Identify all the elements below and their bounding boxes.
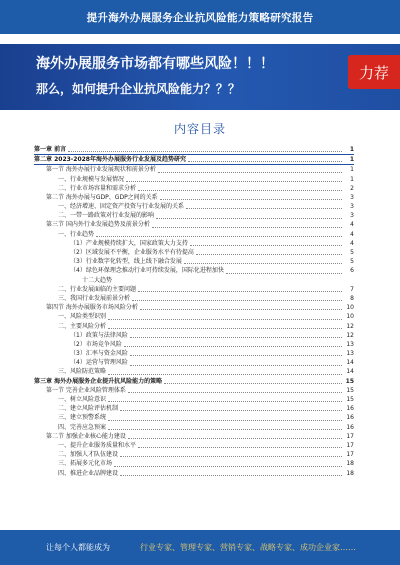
toc-entry-label: 第一节 完善企业风险管理体系 — [46, 386, 126, 394]
toc-entry[interactable] — [34, 441, 354, 450]
toc-page-number: 17 — [346, 441, 354, 449]
toc-entry-label: 二、加强人才队伍建设 — [58, 451, 119, 459]
toc-entry-label: 四、推进企业品牌建设 — [58, 469, 119, 477]
toc-entry[interactable] — [34, 432, 354, 441]
toc-leader-dots — [108, 328, 342, 329]
toc-leader-dots — [196, 254, 342, 255]
toc-entry[interactable] — [34, 165, 354, 174]
toc-entry[interactable] — [34, 221, 354, 230]
toc-entry-label: 第二章 2023-2028年海外办展服务行业发展及趋势研究 — [34, 156, 186, 164]
footer-slogan: 让每个人都能成为 — [46, 543, 110, 552]
toc-entry-label: （4）绿色环保理念推动行业可持续发展，国际化进程加快 — [70, 267, 224, 275]
toc-entry-label: 第二节 加强企业核心能力建设 — [46, 432, 126, 440]
toc-leader-dots — [108, 429, 342, 430]
toc-leader-dots — [152, 227, 342, 228]
toc-leader-dots — [108, 401, 342, 402]
toc-page-number: 14 — [346, 368, 354, 376]
toc-page-number: 4 — [350, 221, 354, 229]
footer-bar — [0, 530, 400, 565]
toc-page-number: 3 — [350, 193, 354, 201]
toc-entry[interactable] — [34, 423, 354, 432]
toc-entry-label: （4）运营与管理风险 — [70, 359, 128, 367]
toc-entry[interactable] — [34, 202, 354, 211]
toc-leader-dots — [138, 291, 342, 292]
toc-page-number: 3 — [350, 212, 354, 220]
toc-entry-label: （2）市场竞争风险 — [70, 340, 122, 348]
toc-leader-dots — [226, 273, 342, 274]
toc-leader-dots — [128, 392, 342, 393]
toc-leader-dots — [184, 263, 342, 264]
toc-entry-label: 二、建立风险评估机制 — [58, 405, 119, 413]
toc-page-number: 16 — [346, 423, 354, 431]
toc-page-number: 5 — [350, 258, 354, 266]
toc-page-number: 18 — [346, 469, 354, 477]
toc-entry[interactable] — [34, 469, 354, 478]
footer-roles: 行业专家、管理专家、营销专家、战略专家、成功企业家…… — [140, 543, 356, 552]
toc-entry[interactable] — [34, 404, 354, 413]
toc-entry[interactable] — [34, 413, 354, 422]
toc-page-number: 14 — [346, 359, 354, 367]
toc-title: 内容目录 — [173, 122, 226, 136]
toc-entry[interactable] — [34, 303, 354, 312]
toc-leader-dots — [128, 438, 342, 439]
toc-leader-dots — [68, 151, 342, 152]
toc-entry-label: 第三章 海外办展服务企业提升抗风险能力的策略 — [34, 377, 163, 385]
toc-entry[interactable] — [34, 331, 354, 340]
toc-leader-dots — [138, 447, 342, 448]
toc-leader-dots — [96, 236, 342, 237]
toc-leader-dots — [188, 161, 342, 162]
recommend-stamp: 力荐 — [348, 55, 400, 89]
toc-leader-dots — [140, 309, 342, 310]
toc-page-number: 7 — [350, 285, 354, 293]
toc-leader-dots — [108, 319, 342, 320]
toc-page-number: 4 — [350, 239, 354, 247]
toc-entry[interactable] — [34, 294, 354, 303]
toc-page-number: 6 — [350, 267, 354, 275]
toc-page-number: 4 — [350, 230, 354, 238]
toc-entry-label: 三、我国行业发展前景分析 — [58, 294, 131, 302]
toc-entry[interactable] — [34, 340, 354, 349]
toc-leader-dots — [132, 300, 342, 301]
toc-leader-dots — [120, 475, 342, 476]
toc-entry[interactable] — [34, 312, 354, 321]
banner-subheadline: 那么，如何提升企业抗风险能力？？？ — [36, 82, 241, 96]
toc-entry[interactable] — [34, 230, 354, 239]
toc-leader-dots — [186, 208, 342, 209]
toc-leader-dots — [156, 218, 342, 219]
toc-page-number: 10 — [346, 304, 354, 312]
toc-entry-label: 第一章 前言 — [34, 145, 67, 153]
toc-page-number: 16 — [346, 414, 354, 422]
toc-entry[interactable] — [34, 266, 354, 275]
toc-entry-label: 二、主要风险分析 — [58, 322, 107, 330]
toc-page-number: 12 — [346, 322, 354, 330]
toc-entry[interactable] — [34, 395, 354, 404]
toc-entry-label: 第一节 海外办展行业发展现状和前景分析 — [46, 166, 156, 174]
toc-entry-label: （2）区域发展不平衡，企业服务水平有待提高 — [70, 249, 194, 257]
toc-page-number: 5 — [350, 249, 354, 257]
toc-entry-label: 第四节 海外办展服务市场风险分析 — [46, 304, 138, 312]
toc-entry[interactable] — [34, 349, 354, 358]
toc-page-number: 1 — [349, 156, 354, 164]
toc-page-number: 1 — [350, 175, 354, 183]
toc-page-number: 13 — [346, 350, 354, 358]
toc-entry-label: 一、提升企业服务质量和水平 — [58, 441, 137, 449]
toc-entry-label: 第二节 海外办展与GDP、GDP之间的关系 — [46, 193, 158, 201]
toc-entry-label: 三、建立预警系统 — [58, 414, 107, 422]
toc-entry-label: 一、行业规模与发展情况 — [58, 175, 125, 183]
toc-leader-dots — [130, 355, 342, 356]
toc-entry[interactable] — [34, 386, 354, 395]
toc-entry-label: 三、风险防范策略 — [58, 368, 107, 376]
toc-page-number: 15 — [346, 396, 354, 404]
toc-entry[interactable] — [34, 322, 354, 331]
toc-leader-dots — [108, 420, 342, 421]
toc-entry[interactable] — [34, 145, 354, 155]
toc-leader-dots — [120, 456, 342, 457]
toc-entry-label: 一、风险类型识别 — [58, 313, 107, 321]
toc-entry[interactable] — [34, 211, 354, 220]
toc-page-number: 17 — [346, 432, 354, 440]
toc-entry-label: 三、拓展多元化市场 — [58, 460, 113, 468]
toc-leader-dots — [124, 346, 342, 347]
toc-page-number: 1 — [349, 145, 354, 153]
toc-entry-label: 十二大趋势 — [82, 276, 113, 284]
toc-page-number: 8 — [350, 294, 354, 302]
toc-leader-dots — [114, 466, 342, 467]
toc-entry-label: 二、行业市场容量和需求分析 — [58, 184, 137, 192]
toc-leader-dots — [190, 245, 342, 246]
toc-entry[interactable] — [34, 175, 354, 184]
promo-banner — [0, 44, 400, 110]
toc-page-number: 15 — [345, 377, 354, 385]
toc-entry[interactable] — [34, 377, 354, 386]
toc-entry-label: （1）产业规模持续扩大，国家政策大力支持 — [70, 239, 188, 247]
toc-entry[interactable] — [34, 239, 354, 248]
toc-page-number: 16 — [346, 405, 354, 413]
banner-headline: 海外办展服务市场都有哪些风险！！！ — [36, 56, 274, 72]
toc-entry[interactable] — [34, 155, 354, 165]
toc-page-number: 1 — [350, 166, 354, 174]
toc-entry-label: 二、行业发展面临的主要问题 — [58, 285, 137, 293]
table-of-contents — [34, 145, 354, 478]
toc-leader-dots — [138, 190, 342, 191]
toc-entry-label: （3）汇率与资金风险 — [70, 350, 128, 358]
toc-entry-label: 四、完善应急预案 — [58, 423, 107, 431]
toc-entry-label: 一、树立风险意识 — [58, 396, 107, 404]
toc-entry-label: 一、行业趋势 — [58, 230, 95, 238]
toc-page-number: 15 — [346, 386, 354, 394]
report-title-bar — [0, 0, 400, 34]
toc-entry[interactable] — [34, 285, 354, 294]
toc-leader-dots — [164, 383, 342, 384]
toc-page-number: 12 — [346, 331, 354, 339]
toc-entry[interactable] — [34, 248, 354, 257]
toc-entry-label: 第三节 国内外行业发展趋势及前景分析 — [46, 221, 150, 229]
toc-entry[interactable] — [34, 193, 354, 202]
toc-leader-dots — [158, 172, 342, 173]
toc-entry[interactable] — [34, 257, 354, 266]
toc-entry[interactable] — [34, 368, 354, 377]
toc-entry[interactable] — [34, 459, 354, 468]
toc-leader-dots — [126, 181, 342, 182]
toc-page-number: 13 — [346, 340, 354, 348]
toc-entry-label: 二、一带一路政策对行业发展的影响 — [58, 212, 155, 220]
toc-leader-dots — [130, 337, 342, 338]
toc-leader-dots — [120, 410, 342, 411]
toc-entry[interactable] — [34, 184, 354, 193]
toc-entry[interactable] — [34, 450, 354, 459]
toc-leader-dots — [130, 365, 342, 366]
toc-leader-dots — [160, 199, 342, 200]
toc-entry-label: （1）政策与法律风险 — [70, 331, 128, 339]
toc-entry[interactable] — [34, 358, 354, 367]
toc-entry[interactable] — [34, 276, 354, 285]
toc-leader-dots — [108, 374, 342, 375]
toc-entry-label: 一、经济增速、固定资产投资与行业发展的关系 — [58, 203, 185, 211]
toc-page-number: 18 — [346, 460, 354, 468]
toc-page-number: 2 — [350, 184, 354, 192]
toc-page-number: 3 — [350, 203, 354, 211]
report-title: 提升海外办展服务企业抗风险能力策略研究报告 — [86, 11, 314, 24]
toc-page-number: 17 — [346, 451, 354, 459]
toc-entry-label: （3）行业数字化转型，线上线下融合发展 — [70, 258, 182, 266]
toc-page-number: 10 — [346, 313, 354, 321]
